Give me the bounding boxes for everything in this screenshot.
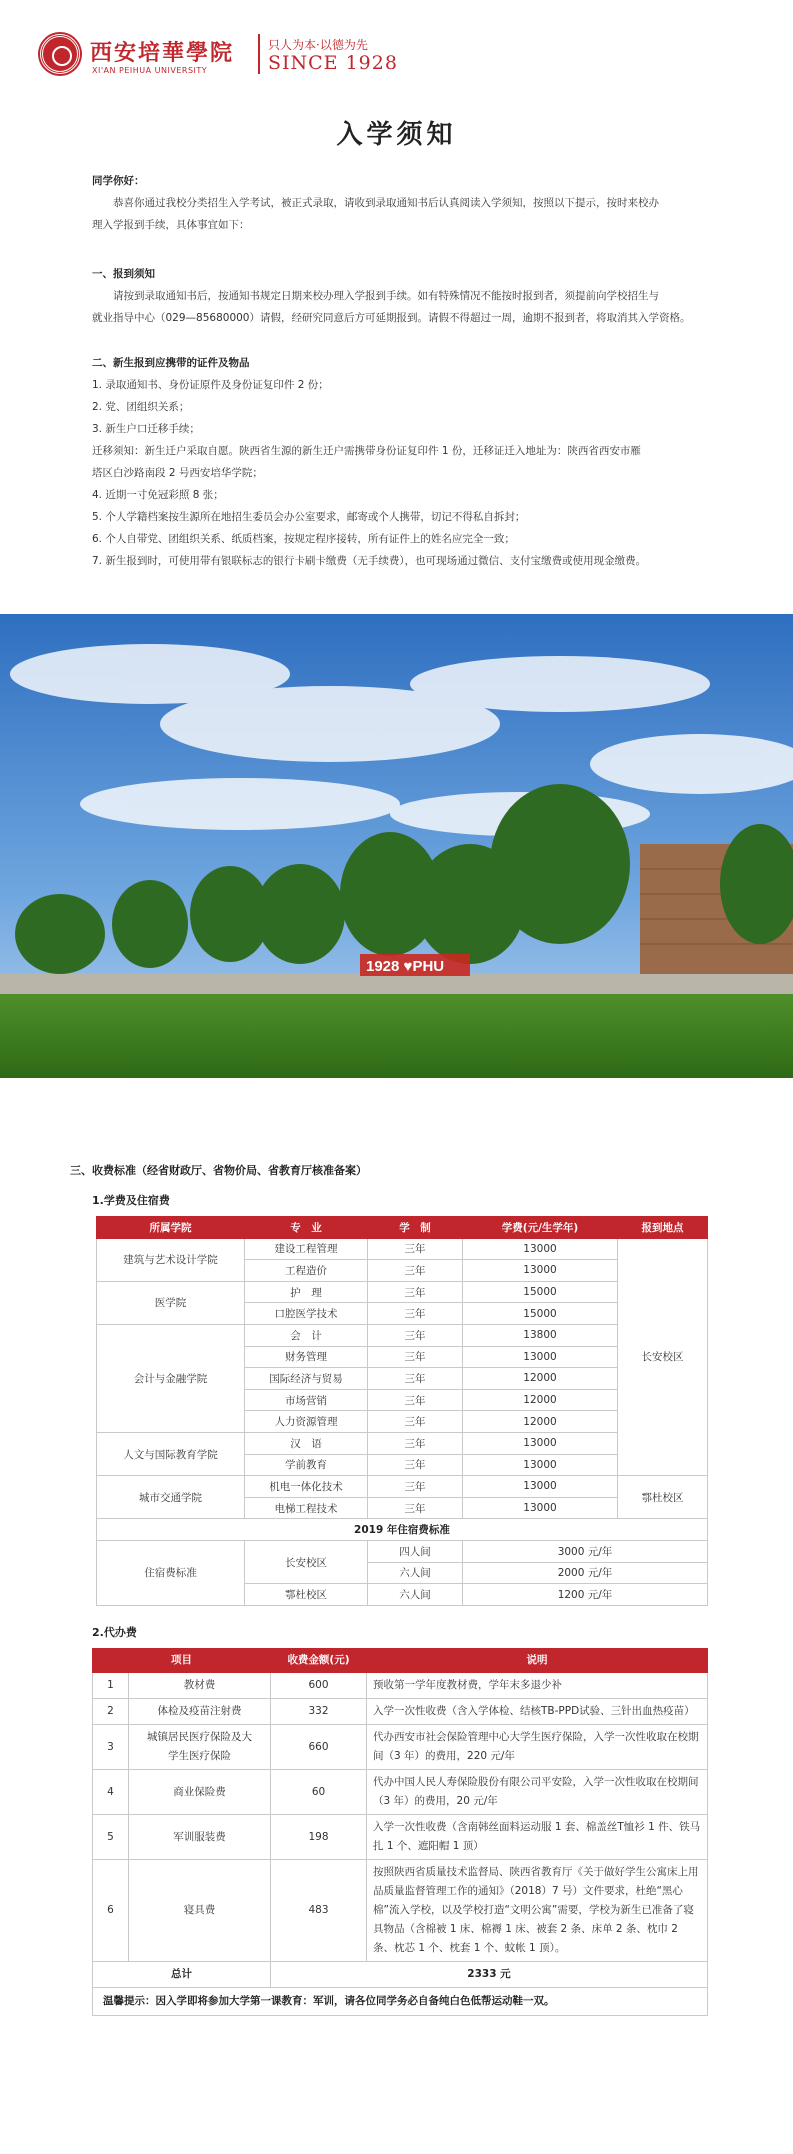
years-cell: 三年 xyxy=(368,1497,463,1519)
years-cell: 三年 xyxy=(368,1389,463,1411)
section2-item: 3. 新生户口迁移手续； xyxy=(92,423,200,435)
college-cell: 医学院 xyxy=(97,1281,245,1324)
page-title: 入学须知 xyxy=(336,120,457,150)
table-header-cell: 项目 xyxy=(93,1649,271,1673)
table-header-cell: 学费(元/生学年) xyxy=(463,1217,618,1239)
table-row xyxy=(93,1860,708,1962)
major-cell: 护 理 xyxy=(245,1281,368,1303)
section2-item: 7. 新生报到时，可使用带有银联标志的银行卡刷卡缴费（无手续费），也可现场通过微信、支付宝缴费或使用现金缴费。 xyxy=(92,555,647,567)
agency-fee-table xyxy=(92,1648,708,2016)
dorm-room-cell: 六人间 xyxy=(368,1584,463,1606)
section1-line-1: 请按到录取通知书后，按通知书规定日期来校办理入学报到手续。如有特殊情况不能按时报到者，须提前向学校招生与 xyxy=(113,290,659,302)
dorm-room-cell: 六人间 xyxy=(368,1562,463,1584)
table-row xyxy=(97,1324,708,1346)
years-cell: 三年 xyxy=(368,1454,463,1476)
section2-item: 迁移须知：新生迁户采取自愿。陕西省生源的新生迁户需携带身份证复印件 1 份，迁移证迁入地址为：陕西省西安市雁 xyxy=(92,445,641,457)
dorm-title: 2019 年住宿费标准 xyxy=(97,1519,708,1541)
fee-cell: 13000 xyxy=(463,1238,618,1260)
fee-cell: 15000 xyxy=(463,1303,618,1325)
total-label: 总计 xyxy=(93,1962,271,1988)
years-cell: 三年 xyxy=(368,1411,463,1433)
desc-cell: 代办西安市社会保险管理中心大学生医疗保险，入学一次性收取在校期间（3 年）的费用，220 元/年 xyxy=(367,1725,708,1770)
campus-sign: 1928 ♥PHU xyxy=(366,958,445,975)
table-header-cell: 所属学院 xyxy=(97,1217,245,1239)
college-cell: 人文与国际教育学院 xyxy=(97,1432,245,1475)
years-cell: 三年 xyxy=(368,1281,463,1303)
years-cell: 三年 xyxy=(368,1324,463,1346)
dorm-campus-cell: 长安校区 xyxy=(245,1540,368,1583)
years-cell: 三年 xyxy=(368,1432,463,1454)
table-header-cell: 学 制 xyxy=(368,1217,463,1239)
row-number: 5 xyxy=(93,1815,129,1860)
logo-chinese: 西安培華學院 xyxy=(90,40,235,66)
agency-subheading: 2.代办费 xyxy=(92,1626,137,1639)
total-row xyxy=(93,1962,708,1988)
fee-cell: 13800 xyxy=(463,1324,618,1346)
greeting: 同学你好： xyxy=(92,175,145,187)
tuition-table xyxy=(96,1216,708,1606)
table-header-cell: 专 业 xyxy=(245,1217,368,1239)
dorm-title-row xyxy=(97,1519,708,1541)
major-cell: 机电一体化技术 xyxy=(245,1476,368,1498)
campus-photo-drawing xyxy=(0,614,793,1078)
table-header-row xyxy=(93,1649,708,1673)
major-cell: 人力资源管理 xyxy=(245,1411,368,1433)
major-cell: 建设工程管理 xyxy=(245,1238,368,1260)
years-cell: 三年 xyxy=(368,1238,463,1260)
table-row xyxy=(97,1432,708,1454)
section2-heading: 二、新生报到应携带的证件及物品 xyxy=(92,357,250,369)
desc-cell: 入学一次性收费（含南韩丝面料运动服 1 套、棉盖丝T恤衫 1 件、铁马扎 1 个、遮阳帽 1 顶） xyxy=(367,1815,708,1860)
fee-cell: 13000 xyxy=(463,1260,618,1282)
table-row xyxy=(93,1699,708,1725)
item-cell: 城镇居民医疗保险及大学生医疗保险 xyxy=(129,1725,271,1770)
logo-english: XI'AN PEIHUA UNIVERSITY xyxy=(92,66,208,75)
warm-tip: 温馨提示：因入学即将参加大学第一课教育：军训，请各位同学务必自备纯白色低帮运动鞋一双。 xyxy=(93,1988,708,2016)
tip-row xyxy=(93,1988,708,2016)
tuition-subheading: 1.学费及住宿费 xyxy=(92,1194,170,1207)
desc-cell: 入学一次性收费（含入学体检、结核TB-PPD试验、三针出血热疫苗） xyxy=(367,1699,708,1725)
fee-cell: 13000 xyxy=(463,1432,618,1454)
major-cell: 电梯工程技术 xyxy=(245,1497,368,1519)
intro-line-1: 恭喜你通过我校分类招生入学考试，被正式录取，请收到录取通知书后认真阅读入学须知，按照以下提示，按时来校办 xyxy=(113,197,659,209)
row-number: 1 xyxy=(93,1673,129,1699)
section2-item: 6. 个人自带党、团组织关系、纸质档案，按规定程序接转，所有证件上的姓名应完全一致； xyxy=(92,533,515,545)
section2-item: 1. 录取通知书、身份证原件及身份证复印件 2 份； xyxy=(92,379,329,391)
university-seal-icon xyxy=(40,34,80,74)
major-cell: 学前教育 xyxy=(245,1454,368,1476)
item-cell: 寝具费 xyxy=(129,1860,271,1962)
years-cell: 三年 xyxy=(368,1476,463,1498)
desc-cell: 按照陕西省质量技术监督局、陕西省教育厅《关于做好学生公寓床上用品质量监督管理工作的通知》（2018）7 号）文件要求，杜绝“黑心棉”流入学校，以及学校打造“文明公寓”需要，学校为新生已准备了寝具物品（含棉被 1 床、棉褥 1 床、被套 2 条、床单 2 条、枕巾 2 条、枕芯 1 个、枕套 1 个、蚊帐 1 顶）。 xyxy=(367,1860,708,1962)
campus-photo xyxy=(0,614,793,1078)
intro-line-2: 理入学报到手续，具体事宜如下： xyxy=(92,219,250,231)
table-row xyxy=(93,1770,708,1815)
years-cell: 三年 xyxy=(368,1368,463,1390)
table-row xyxy=(93,1815,708,1860)
fee-cell: 13000 xyxy=(463,1346,618,1368)
item-cell: 军训服装费 xyxy=(129,1815,271,1860)
section2-item: 5. 个人学籍档案按生源所在地招生委员会办公室要求，邮寄或个人携带，切记不得私自拆封； xyxy=(92,511,526,523)
table-row xyxy=(97,1476,708,1498)
years-cell: 三年 xyxy=(368,1260,463,1282)
section2-item: 2. 党、团组织关系； xyxy=(92,401,190,413)
years-cell: 三年 xyxy=(368,1303,463,1325)
years-cell: 三年 xyxy=(368,1346,463,1368)
table-row xyxy=(93,1673,708,1699)
since-year: SINCE 1928 xyxy=(268,52,398,74)
motto: 只人为本·以德为先 xyxy=(268,38,368,52)
dorm-fee-cell: 1200 元/年 xyxy=(463,1584,708,1606)
item-cell: 商业保险费 xyxy=(129,1770,271,1815)
campus-cell: 长安校区 xyxy=(618,1238,708,1476)
dorm-fee-cell: 2000 元/年 xyxy=(463,1562,708,1584)
table-header-cell: 说明 xyxy=(367,1649,708,1673)
dorm-room-cell: 四人间 xyxy=(368,1540,463,1562)
desc-cell: 预收第一学年度教材费，学年末多退少补 xyxy=(367,1673,708,1699)
college-cell: 城市交通学院 xyxy=(97,1476,245,1519)
dorm-label-cell: 住宿费标准 xyxy=(97,1540,245,1605)
table-header-row xyxy=(97,1217,708,1239)
section2-item: 塔区白沙路南段 2 号西安培华学院； xyxy=(92,467,263,479)
amount-cell: 483 xyxy=(271,1860,367,1962)
fee-cell: 13000 xyxy=(463,1454,618,1476)
total-value: 2333 元 xyxy=(271,1962,708,1988)
logo-divider xyxy=(258,34,260,74)
row-number: 6 xyxy=(93,1860,129,1962)
table-row xyxy=(93,1725,708,1770)
fee-cell: 12000 xyxy=(463,1389,618,1411)
major-cell: 工程造价 xyxy=(245,1260,368,1282)
major-cell: 市场营销 xyxy=(245,1389,368,1411)
section1-line-2: 就业指导中心（029—85680000）请假，经研究同意后方可延期报到。请假不得超过一周，逾期不报到者，将取消其入学资格。 xyxy=(92,312,691,324)
major-cell: 汉 语 xyxy=(245,1432,368,1454)
amount-cell: 332 xyxy=(271,1699,367,1725)
row-number: 4 xyxy=(93,1770,129,1815)
fee-cell: 12000 xyxy=(463,1411,618,1433)
desc-cell: 代办中国人民人寿保险股份有限公司平安险，入学一次性收取在校期间（3 年）的费用，20 元/年 xyxy=(367,1770,708,1815)
amount-cell: 600 xyxy=(271,1673,367,1699)
section3-heading: 三、收费标准（经省财政厅、省物价局、省教育厅核准备案） xyxy=(70,1164,367,1177)
row-number: 3 xyxy=(93,1725,129,1770)
site-header xyxy=(40,30,740,80)
item-cell: 教材费 xyxy=(129,1673,271,1699)
table-row xyxy=(97,1238,708,1260)
campus-cell: 鄠杜校区 xyxy=(618,1476,708,1519)
college-cell: 建筑与艺术设计学院 xyxy=(97,1238,245,1281)
amount-cell: 660 xyxy=(271,1725,367,1770)
row-number: 2 xyxy=(93,1699,129,1725)
major-cell: 财务管理 xyxy=(245,1346,368,1368)
dorm-campus-cell: 鄠杜校区 xyxy=(245,1584,368,1606)
fee-cell: 13000 xyxy=(463,1476,618,1498)
major-cell: 口腔医学技术 xyxy=(245,1303,368,1325)
amount-cell: 60 xyxy=(271,1770,367,1815)
fee-cell: 15000 xyxy=(463,1281,618,1303)
section1-heading: 一、报到须知 xyxy=(92,268,155,280)
section2-item: 4. 近期一寸免冠彩照 8 张； xyxy=(92,489,224,501)
dorm-fee-cell: 3000 元/年 xyxy=(463,1540,708,1562)
college-cell: 会计与金融学院 xyxy=(97,1324,245,1432)
fee-cell: 12000 xyxy=(463,1368,618,1390)
table-row xyxy=(97,1281,708,1303)
amount-cell: 198 xyxy=(271,1815,367,1860)
major-cell: 国际经济与贸易 xyxy=(245,1368,368,1390)
fee-cell: 13000 xyxy=(463,1497,618,1519)
table-header-cell: 报到地点 xyxy=(618,1217,708,1239)
table-row xyxy=(97,1540,708,1562)
item-cell: 体检及疫苗注射费 xyxy=(129,1699,271,1725)
major-cell: 会 计 xyxy=(245,1324,368,1346)
table-header-cell: 收费金额(元) xyxy=(271,1649,367,1673)
